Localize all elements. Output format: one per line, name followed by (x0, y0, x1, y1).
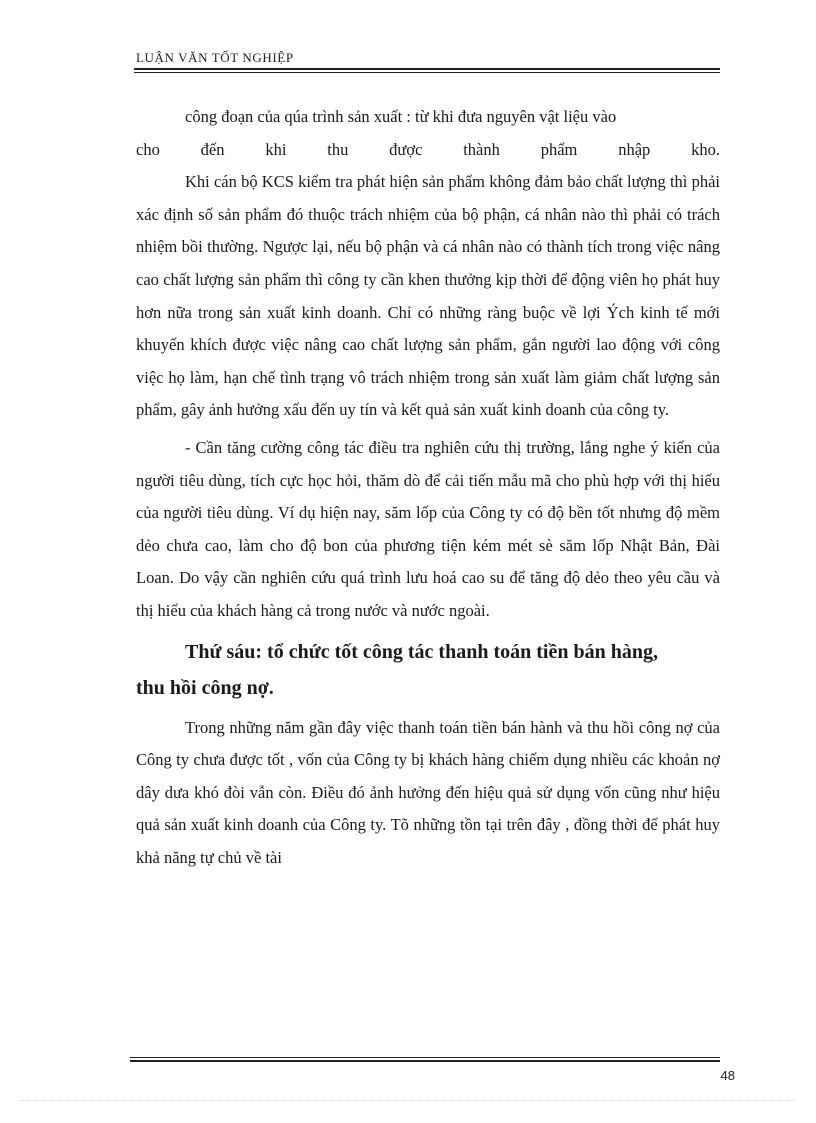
section-heading-line2: thu hồi công nợ. (136, 676, 274, 699)
header-rule-thin (134, 72, 720, 73)
paragraph-market-research: - Cần tăng cường công tác điều tra nghiên cứu thị trường, lắng nghe ý kiến của người tiêu dùng, tích cực học hỏi, thăm dò để cải tiến mẫu mã cho phù hợp với thị hiếu của người tiêu dùng. Ví dụ hiện nay, săm lốp của Công ty có độ bền tốt nhưng độ mềm dẻo chưa cao, làm cho độ bon của phương tiện kém mét sè săm lốp Nhật Bản, Đài Loan. Do vậy cần nghiên cứu quá trình lưu hoá cao su để tăng độ dẻo theo yêu cầu và thị hiếu của khách hàng cả trong nước và nước ngoài. (136, 437, 720, 620)
header-rule-thick (134, 68, 720, 70)
paragraph-continuation-line1: công đoạn của qúa trình sản xuất : từ khi đưa nguyên vật liệu vào (185, 107, 617, 126)
footer-rule-thick (130, 1060, 720, 1062)
paragraph-continuation-line2: cho đến khi thu được thành phẩm nhập kho. (136, 139, 720, 159)
page-number: 48 (720, 1068, 735, 1083)
section-heading-line1: Thứ sáu: tổ chức tốt công tác thanh toán tiền bán hàng, (185, 640, 658, 663)
running-header: LUẬN VĂN TỐT NGHIỆP (136, 50, 294, 65)
paragraph-debt-collection: Trong những năm gần đây việc thanh toán tiền bán hành và thu hồi công nợ của Công ty chưa được tốt , vốn của Công ty bị khách hàng chiếm dụng nhiều các khoản nợ dây dưa khó đòi vẫn còn. Điều đó ảnh hưởng đến hiệu quả sử dụng vốn cũng như hiệu quả sản xuất kinh doanh của Công ty. Tõ những tồn tại trên đây , đồng thời để phát huy khả năng tự chủ về tài (136, 717, 720, 867)
page-boundary-dotted-line (20, 1100, 796, 1101)
page-body (136, 101, 720, 874)
paragraph-kcs: Khi cán bộ KCS kiểm tra phát hiện sản phẩm không đảm bảo chất lượng thì phải xác định số sản phẩm đó thuộc trách nhiệm của bộ phận, cá nhân nào thì phải có trách nhiệm bồi thường. Ngược lại, nếu bộ phận và cá nhân nào có thành tích trong việc nâng cao chất lượng sản phẩm thì công ty cần khen thưởng kịp thời để động viên họ phát huy hơn nữa trong sản xuất kinh doanh. Chỉ có những ràng buộc về lợi Ých kinh tế mới khuyến khích được việc nâng cao chất lượng sản phẩm, gắn người lao động với công việc họ làm, hạn chế tình trạng vô trách nhiệm trong sản xuất làm giảm chất lượng sản phẩm, gây ảnh hưởng xấu đến uy tín và kết quả sản xuất kinh doanh của công ty. (136, 172, 720, 420)
footer-rule-thin (130, 1057, 720, 1058)
section-heading (136, 634, 720, 706)
